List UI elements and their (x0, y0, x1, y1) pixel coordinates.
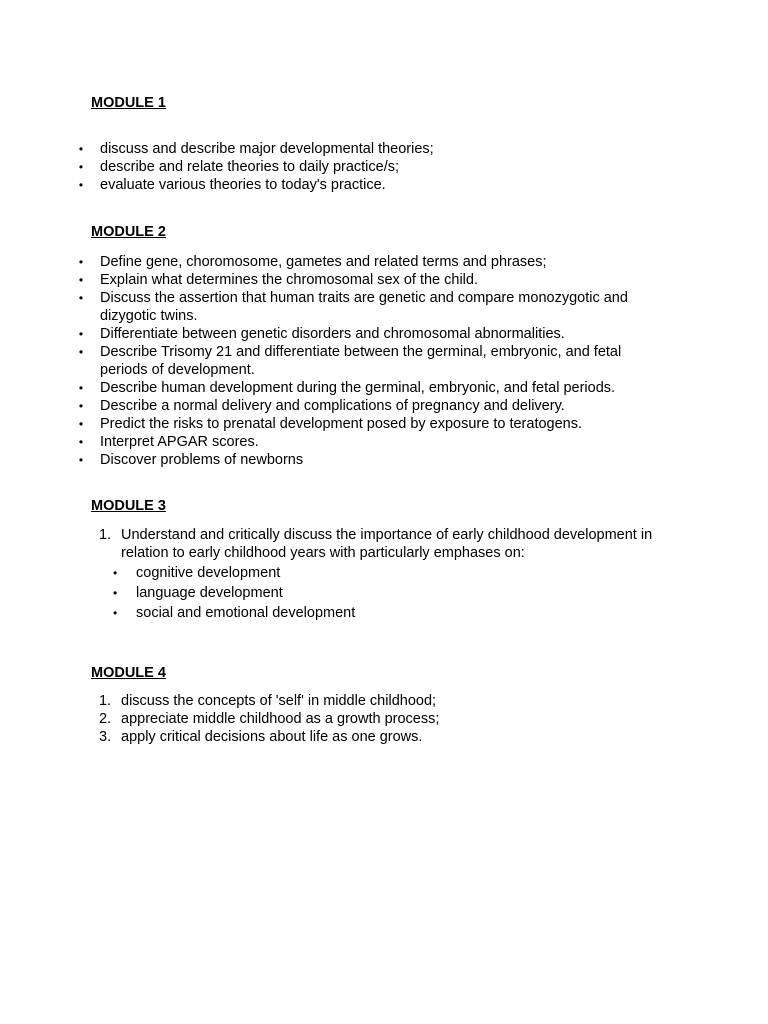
bullet-icon: • (78, 435, 84, 449)
module-4-list (0, 692, 768, 746)
list-item: 3. apply critical decisions about life as one grows. (99, 729, 423, 745)
module-3-list (0, 526, 768, 622)
list-item: • Differentiate between genetic disorders and chromosomal abnormalities. (0, 325, 768, 343)
module-1-list (0, 140, 768, 194)
list-item: • discuss and describe major developmental theories; (0, 140, 768, 158)
bullet-icon: • (78, 273, 84, 287)
bullet-icon: • (78, 160, 84, 174)
list-item: • evaluate various theories to today's practice. (0, 176, 768, 194)
bullet-icon: • (113, 586, 118, 600)
sub-list-item: • social and emotional development (113, 605, 356, 621)
list-item: • Describe a normal delivery and complications of pregnancy and delivery. (0, 397, 768, 415)
list-item: • Discover problems of newborns (0, 451, 768, 469)
list-item: • Interpret APGAR scores. (0, 433, 768, 451)
list-item: • Describe human development during the germinal, embryonic, and fetal periods. (0, 379, 768, 397)
list-item: 2. appreciate middle childhood as a growth process; (99, 711, 440, 727)
sub-list-item: • cognitive development (113, 565, 281, 581)
list-item: • Explain what determines the chromosomal sex of the child. (0, 271, 768, 289)
bullet-icon: • (78, 291, 84, 305)
bullet-icon: • (78, 345, 84, 359)
list-number: 3. (99, 729, 112, 745)
list-item: • Discuss the assertion that human traits are genetic and compare monozygotic and dizygotic twins. (0, 289, 768, 325)
module-4-heading: MODULE 4 (91, 665, 166, 681)
list-number: 1. (99, 693, 112, 709)
list-item: 1. discuss the concepts of 'self' in middle childhood; (99, 693, 437, 709)
bullet-icon: • (78, 178, 84, 192)
list-number: 1. (99, 527, 112, 543)
bullet-icon: • (113, 566, 118, 580)
bullet-icon: • (78, 381, 84, 395)
bullet-icon: • (78, 142, 84, 156)
bullet-icon: • (78, 453, 84, 467)
list-item: 1. Understand and critically discuss the importance of early childhood development in relation to early childhood years with particularly emphases on: • cognitive development • language development • social and emotional development (0, 526, 768, 622)
list-number: 2. (99, 711, 112, 727)
module-3-sublist (113, 564, 668, 622)
module-2-list (0, 253, 768, 469)
bullet-icon: • (78, 255, 84, 269)
bullet-icon: • (78, 417, 84, 431)
list-item: • Predict the risks to prenatal development posed by exposure to teratogens. (0, 415, 768, 433)
bullet-icon: • (113, 606, 118, 620)
module-3-heading: MODULE 3 (91, 498, 166, 514)
list-item: • describe and relate theories to daily practice/s; (0, 158, 768, 176)
module-2-heading: MODULE 2 (91, 224, 166, 240)
list-item: • Define gene, choromosome, gametes and related terms and phrases; (0, 253, 768, 271)
bullet-icon: • (78, 399, 84, 413)
bullet-icon: • (78, 327, 84, 341)
list-item: • Describe Trisomy 21 and differentiate between the germinal, embryonic, and fetal periods of development. (0, 343, 768, 379)
sub-list-item: • language development (113, 585, 283, 601)
module-1-heading: MODULE 1 (91, 95, 166, 111)
